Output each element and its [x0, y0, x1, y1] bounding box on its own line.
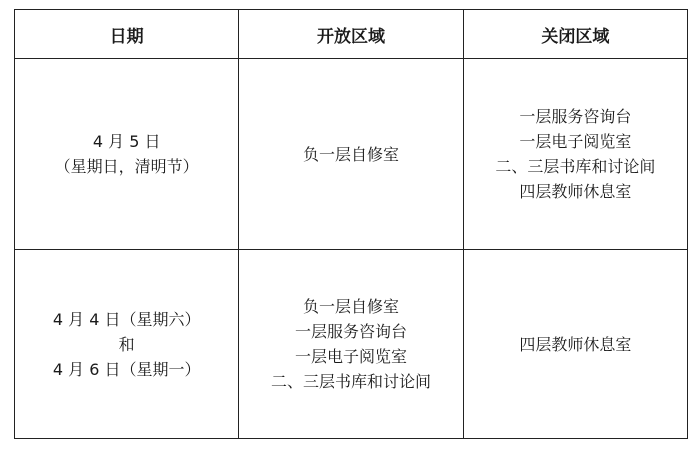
- date-line: 4 月 5 日: [92, 132, 161, 151]
- open-area-item: 二、三层书库和讨论间: [270, 372, 431, 391]
- open-area-item: 负一层自修室: [302, 297, 399, 316]
- open-area-item: 负一层自修室: [302, 144, 399, 164]
- open-areas-cell: [239, 250, 463, 439]
- holiday-opening-schedule-table: [14, 9, 688, 439]
- closed-area-item: 一层电子阅览室: [519, 132, 632, 151]
- table-row: [15, 59, 688, 250]
- open-area-item: 一层服务咨询台: [294, 322, 407, 341]
- date-line: 和: [118, 334, 135, 354]
- header-row: [15, 10, 688, 59]
- closed-areas-cell: [463, 59, 687, 250]
- open-areas-cell: [239, 59, 463, 250]
- date-line: 4 月 4 日（星期六）: [52, 309, 201, 329]
- date-cell: [15, 250, 239, 439]
- closed-area-item: 四层教师休息室: [519, 182, 632, 201]
- date-line: （星期日，清明节）: [54, 157, 199, 176]
- closed-areas-cell: [463, 250, 687, 439]
- date-line: 4 月 6 日（星期一）: [52, 359, 201, 379]
- closed-area-item: 二、三层书库和讨论间: [495, 157, 656, 176]
- open-area-item: 一层电子阅览室: [294, 347, 407, 366]
- closed-area-item: 一层服务咨询台: [519, 107, 632, 126]
- table-header: [15, 10, 688, 59]
- table-row: [15, 250, 688, 439]
- header-date: 日期: [15, 10, 239, 59]
- table-body: [15, 59, 688, 439]
- closed-area-item: 四层教师休息室: [519, 334, 632, 354]
- header-open-areas: 开放区域: [239, 10, 463, 59]
- date-cell: [15, 59, 239, 250]
- header-closed-areas: 关闭区域: [463, 10, 687, 59]
